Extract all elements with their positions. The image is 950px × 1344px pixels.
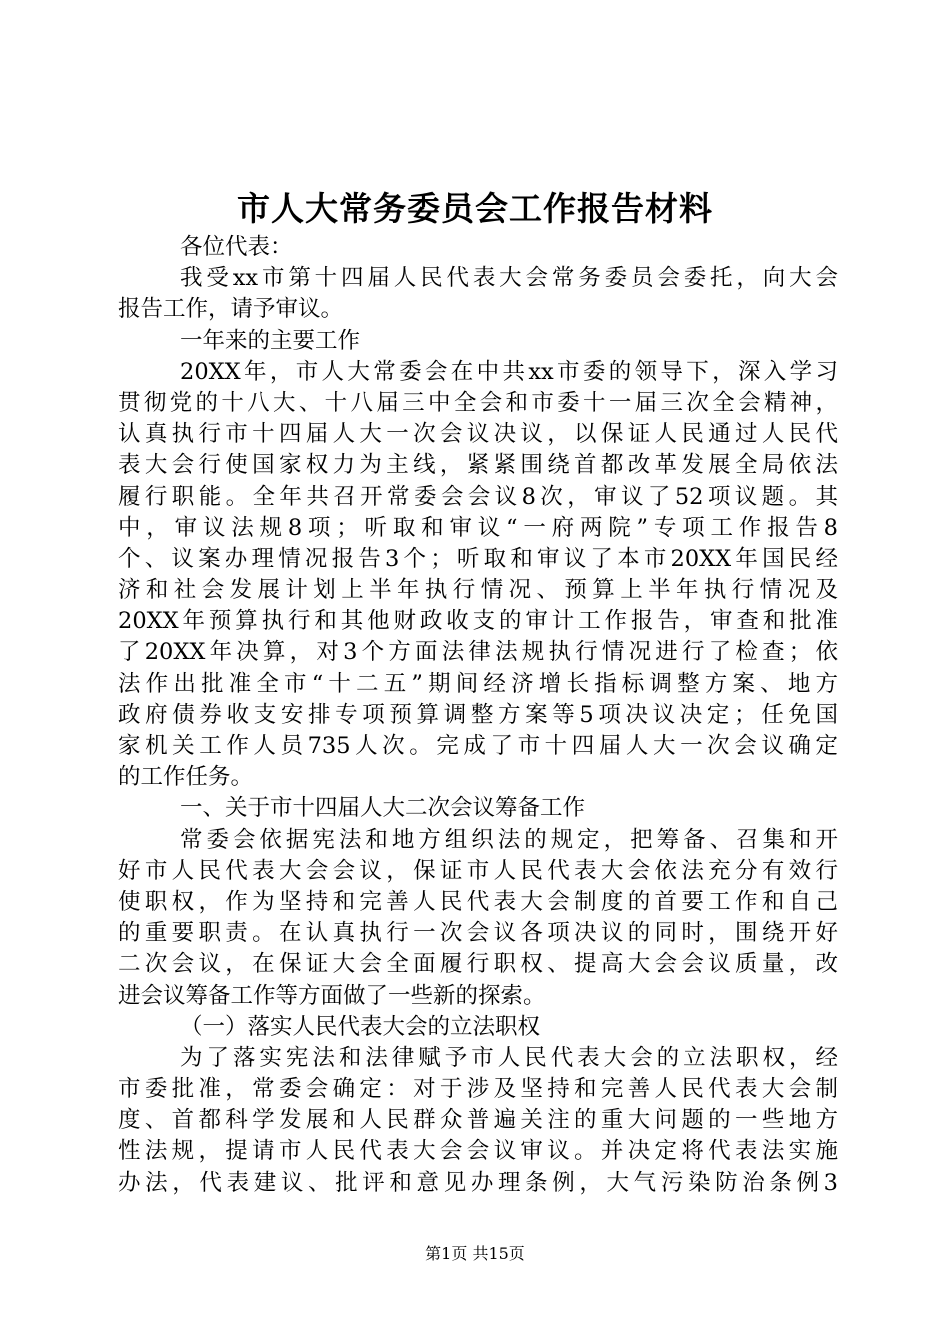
body-line: 使职权，作为坚持和完善人民代表大会制度的首要工作和自己 [118,888,838,915]
body-line: 政府债券收支安排专项预算调整方案等5项决议决定；任免国 [118,701,838,728]
document-body [118,232,838,1199]
body-line: 表大会行使国家权力为主线，紧紧围绕首都改革发展全局依法 [118,452,838,479]
document-title: 市人大常务委员会工作报告材料 [237,189,713,228]
body-line: 一年来的主要工作 [180,327,361,354]
body-line: 进会议筹备工作等方面做了一些新的探索。 [118,982,546,1009]
body-line: 了20XX年决算，对3个方面法律法规执行情况进行了检查；依 [118,639,838,666]
body-line: 履行职能。全年共召开常委会会议8次，审议了52项议题。其 [118,483,838,510]
body-line: 家机关工作人员735人次。完成了市十四届人大一次会议确定 [118,733,838,759]
body-line: 中，审议法规8项；听取和审议“一府两院”专项工作报告8 [118,514,838,541]
body-line: 贯彻党的十八大、十八届三中全会和市委十一届三次全会精神， [118,389,838,416]
body-line: （一）落实人民代表大会的立法职权 [180,1013,541,1040]
body-line: 的工作任务。 [118,764,254,791]
body-line: 法作出批准全市“十二五”期间经济增长指标调整方案、地方 [118,670,838,697]
body-line: 20XX年预算执行和其他财政收支的审计工作报告，审查和批准 [118,608,838,635]
body-line: 度、首都科学发展和人民群众普遍关注的重大问题的一些地方 [118,1107,838,1134]
body-line: 为了落实宪法和法律赋予市人民代表大会的立法职权，经 [180,1044,838,1071]
body-line: 我受xx市第十四届人民代表大会常务委员会委托，向大会 [180,265,838,292]
body-line: 认真执行市十四届人大一次会议决议，以保证人民通过人民代 [118,421,838,448]
body-line: 常委会依据宪法和地方组织法的规定，把筹备、召集和开 [180,826,838,853]
body-line: 好市人民代表大会会议，保证市人民代表大会依法充分有效行 [118,857,838,884]
body-line: 办法，代表建议、批评和意见办理条例，大气污染防治条例3 [118,1169,838,1196]
body-line: 报告工作，请予审议。 [118,296,344,323]
page-footer: 第1页 共15页 [425,1244,525,1263]
body-line: 各位代表： [180,234,293,260]
body-line: 个、议案办理情况报告3个；听取和审议了本市20XX年国民经 [118,545,838,572]
body-line: 一、关于市十四届人大二次会议筹备工作 [180,795,586,822]
body-line: 性法规，提请市人民代表大会会议审议。并决定将代表法实施 [118,1138,838,1165]
body-line: 济和社会发展计划上半年执行情况、预算上半年执行情况及 [118,577,838,604]
body-line: 20XX年，市人大常委会在中共xx市委的领导下，深入学习 [180,358,838,385]
body-line: 的重要职责。在认真执行一次会议各项决议的同时，围绕开好 [118,920,838,947]
body-line: 市委批准，常委会确定：对于涉及坚持和完善人民代表大会制 [118,1076,838,1103]
body-line: 二次会议，在保证大会全面履行职权、提高大会会议质量，改 [118,951,838,978]
